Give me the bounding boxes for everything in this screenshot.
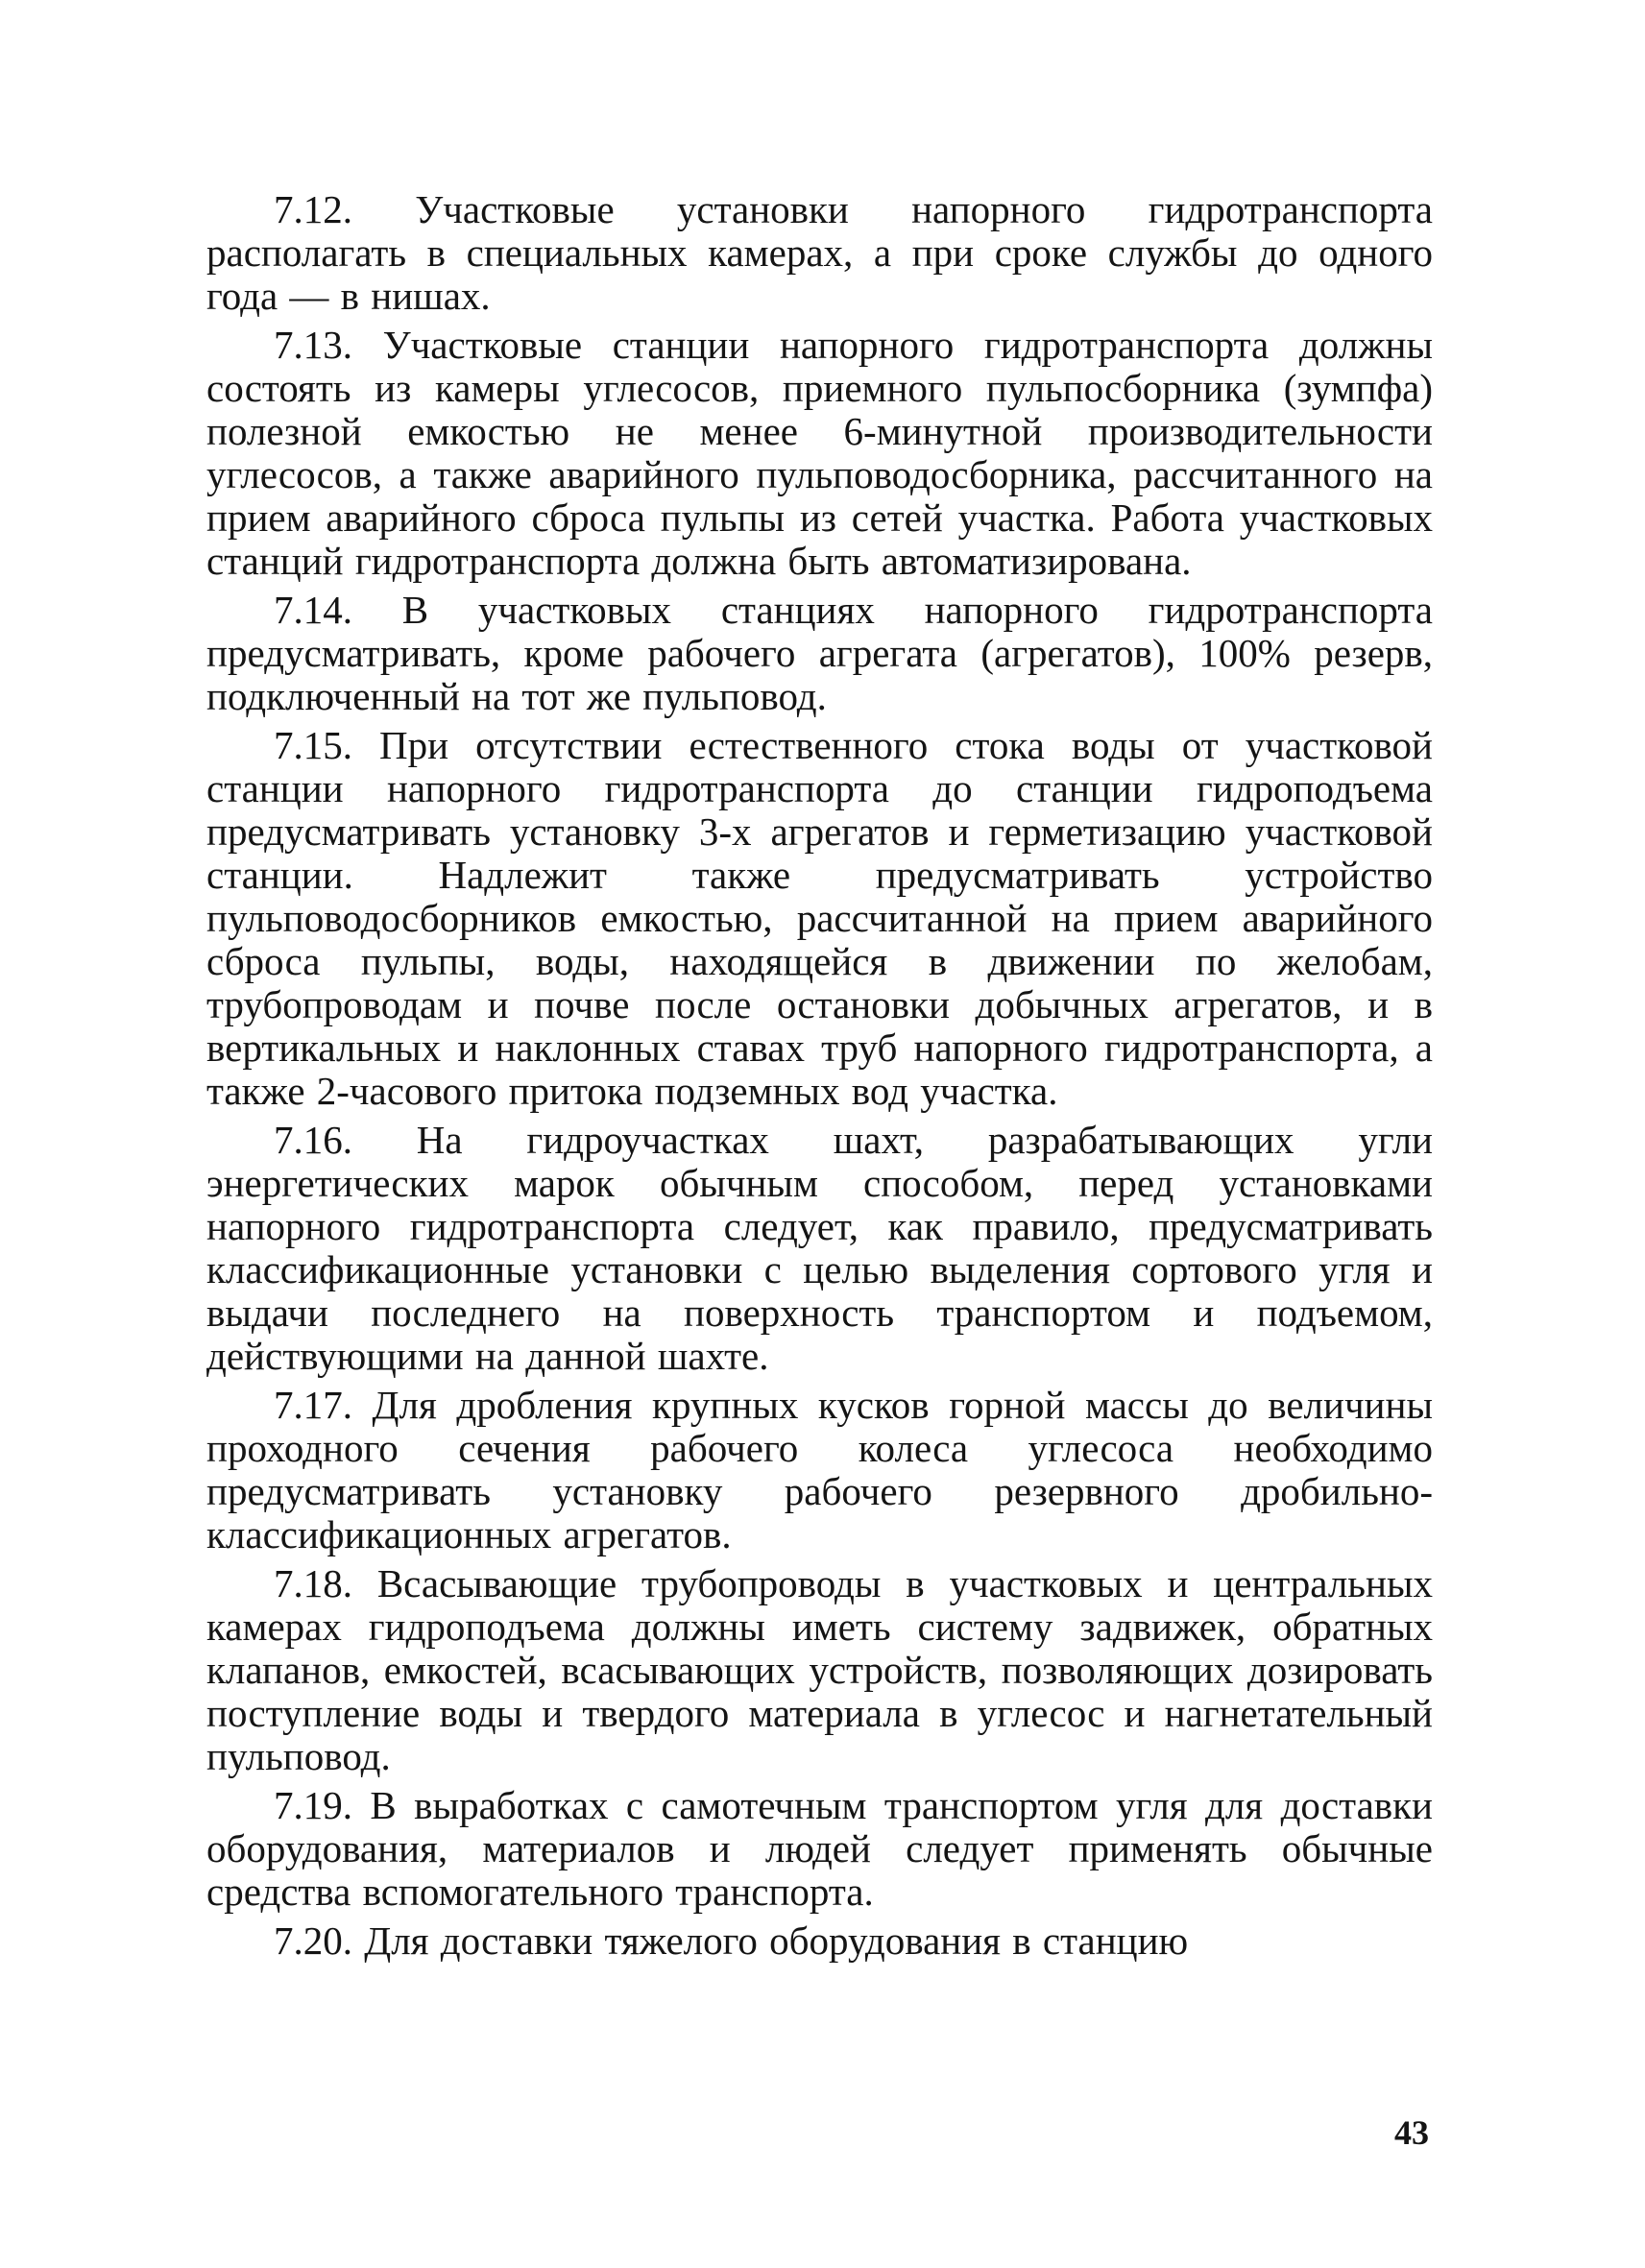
paragraph-7-20: 7.20. Для доставки тяжелого оборудования в станцию [274, 1918, 1189, 1963]
paragraph-7-19: 7.19. В выработках с самотечным транспортом угля для доставки оборудования, материалов и людей следует применять обычные средства вспомогательного транспорта. [206, 1783, 1433, 1914]
body-text [206, 188, 1433, 1968]
paragraph-7-15: 7.15. При отсутствии естественного стока воды от участковой станции напорного гидротранспорта до станции гидроподъема предусматривать установку 3-х агрегатов и герметизацию участковой станции. Надлежит также предусматривать устройство пульповодосборников емкостью, рассчитанной на прием аварийного сброса пульпы, воды, находящейся в движении по желобам, трубопроводам и почве после остановки добычных агрегатов, и в вертикальных и наклонных ставах труб напорного гидротранспорта, а также 2-часового притока подземных вод участка. [206, 723, 1433, 1113]
paragraph-7-16: 7.16. На гидроучастках шахт, разрабатывающих угли энергетических марок обычным способом, перед установками напорного гидротранспорта следует, как правило, предусматривать классификационные установки с целью выделения сортового угля и выдачи последнего на поверхность транспортом и подъемом, действующими на данной шахте. [206, 1118, 1433, 1378]
paragraph-7-13: 7.13. Участковые станции напорного гидротранспорта должны состоять из камеры углесосов, приемного пульпосборника (зумпфа) полезной емкостью не менее 6-минутной производительности углесосов, а также аварийного пульповодосборника, рассчитанного на прием аварийного сброса пульпы из сетей участка. Работа участковых станций гидротранспорта должна быть автоматизирована. [206, 323, 1433, 583]
paragraph-7-14: 7.14. В участковых станциях напорного гидротранспорта предусматривать, кроме рабочего агрегата (агрегатов), 100% резерв, подключенный на тот же пульповод. [206, 588, 1433, 718]
paragraph-7-18: 7.18. Всасывающие трубопроводы в участковых и центральных камерах гидроподъема должны иметь систему задвижек, обратных клапанов, емкостей, всасывающих устройств, позволяющих дозировать поступление воды и твердого материала в углесос и нагнетательный пульповод. [206, 1561, 1433, 1778]
page-number: 43 [1394, 2113, 1429, 2152]
paragraph-7-12: 7.12. Участковые установки напорного гидротранспорта располагать в специальных камерах, а при сроке службы до одного года — в нишах. [206, 187, 1433, 318]
paragraph-7-17: 7.17. Для дробления крупных кусков горной массы до величины проходного сечения рабочего колеса углесоса необходимо предусматривать установку рабочего резервного дробильно-классификационных агрегатов. [206, 1383, 1433, 1556]
